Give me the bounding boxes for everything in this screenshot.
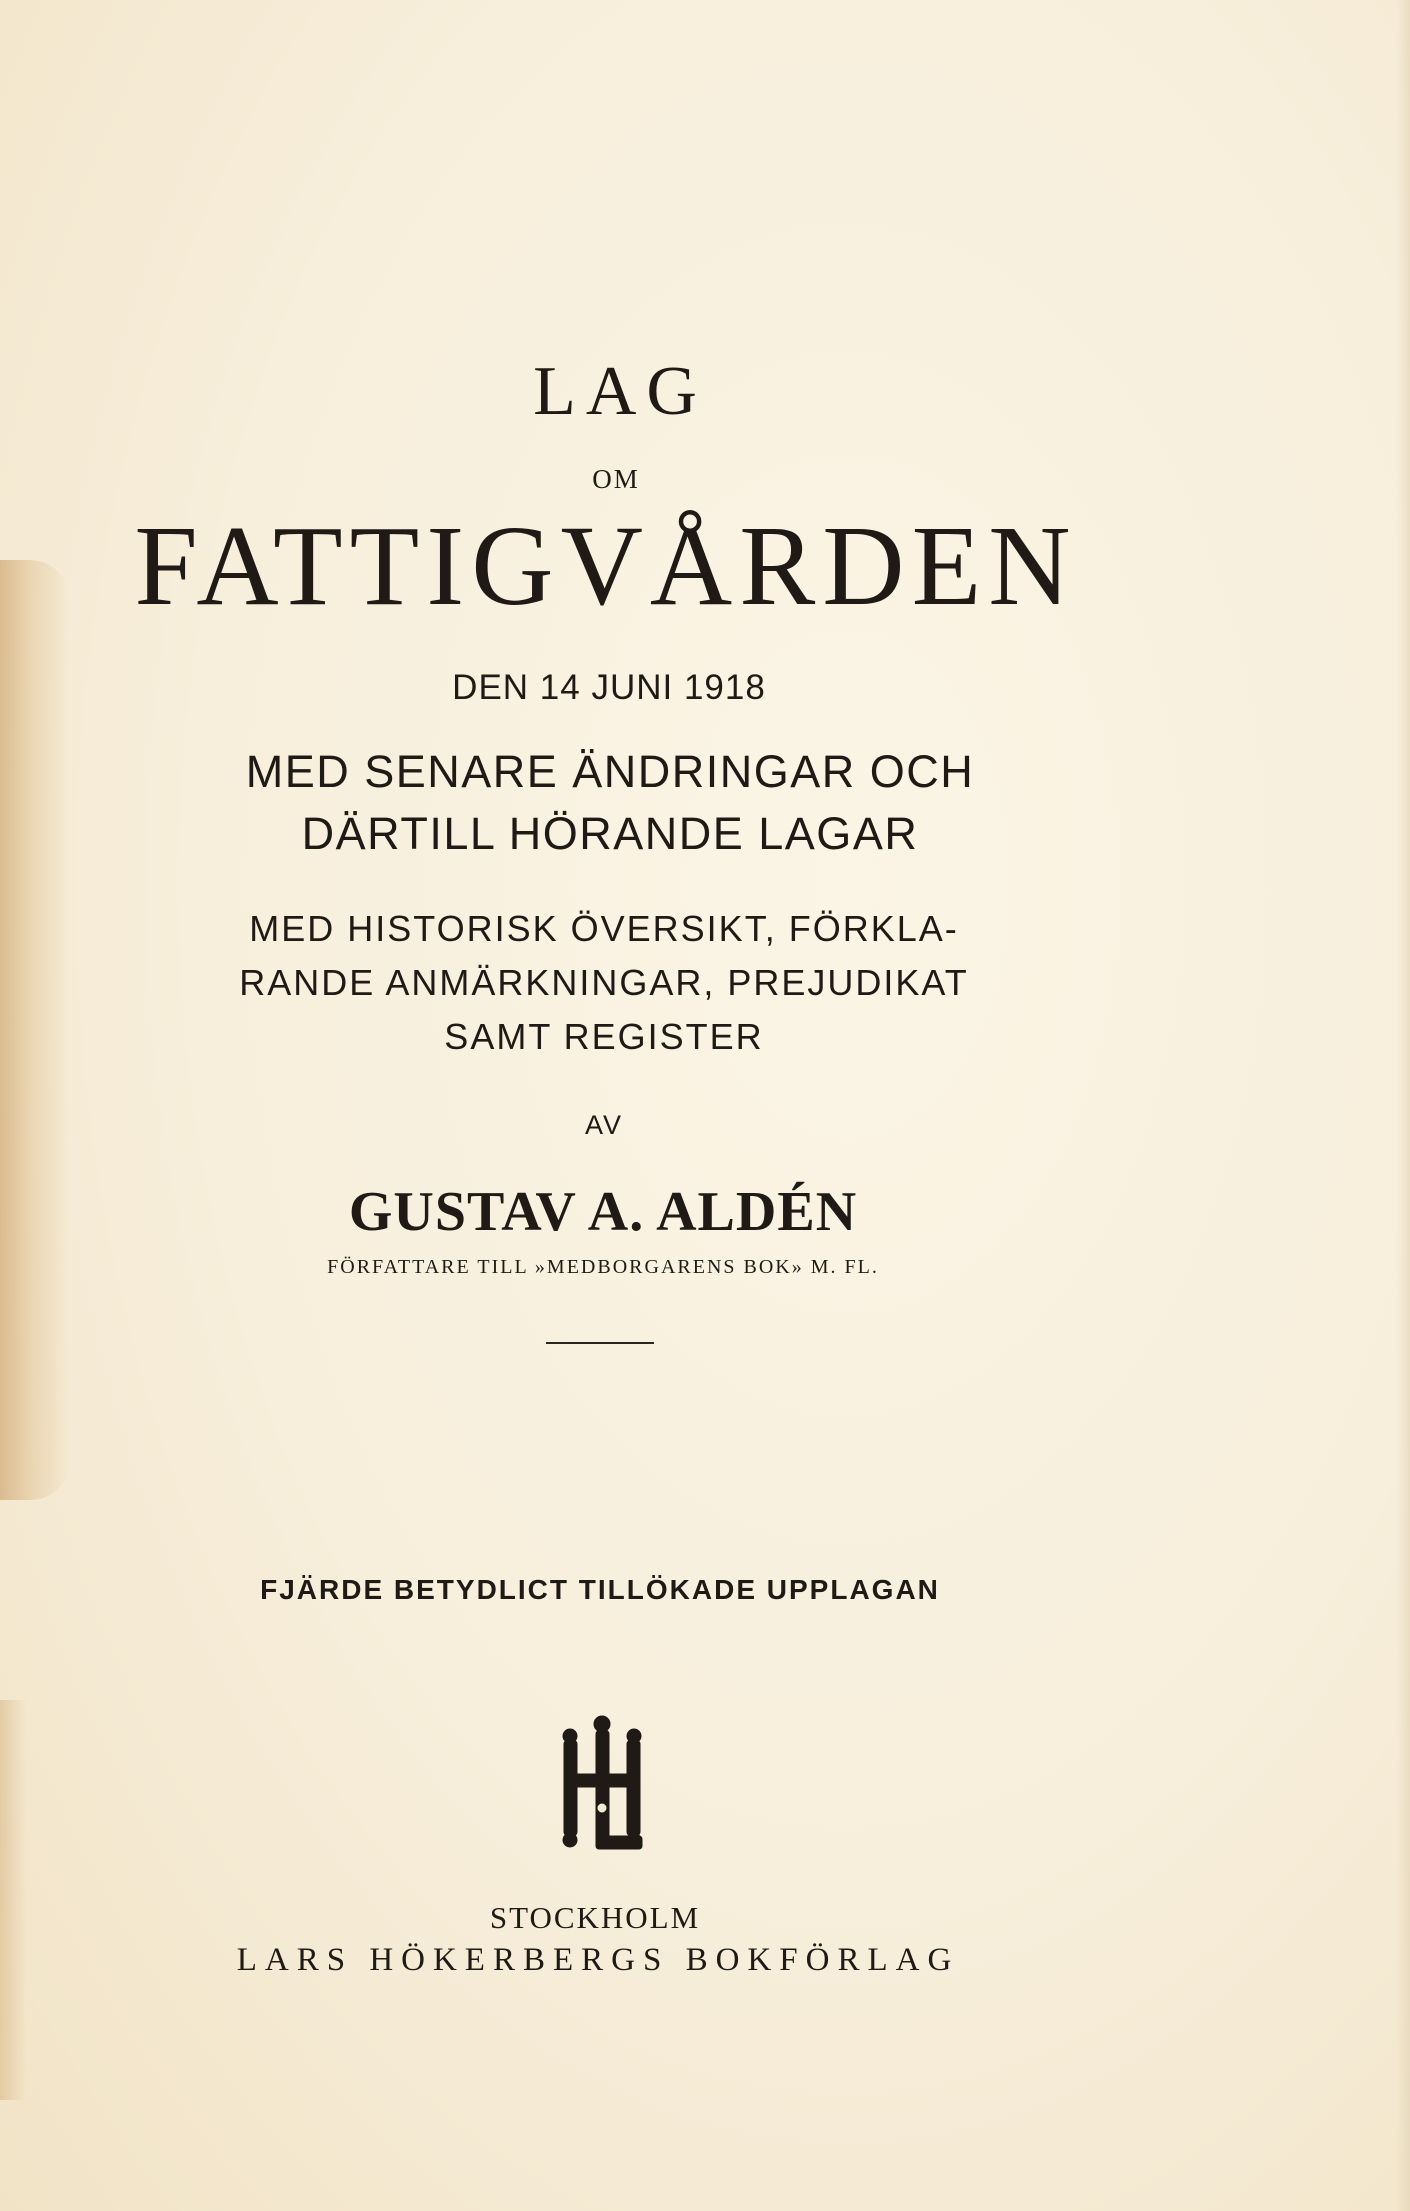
water-stain: [0, 560, 70, 1500]
page-edge: [1396, 0, 1410, 2211]
publisher-logo: [552, 1712, 652, 1862]
divider-rule: [546, 1342, 654, 1344]
title-page: LAG OM FATTIGVÅRDEN DEN 14 JUNI 1918 MED SENARE ÄNDRINGAR OCH DÄRTILL HÖRANDE LAGAR MED HISTORISK ÖVERSIKT, FÖRKLA- RANDE ANMÄRKNINGAR, PREJUDIKAT SAMT REGISTER AV GUSTAV A. ALDÉN FÖRFATTARE TILL »MEDBORGARENS BOK» M. FL. FJÄRDE BETYDLICT TILLÖKADE UPPLAGAN STOCKHOLM LARS HÖKERBERGS BOKFÖRLAG: [0, 0, 1410, 2211]
edge-stain: [0, 1700, 26, 2100]
